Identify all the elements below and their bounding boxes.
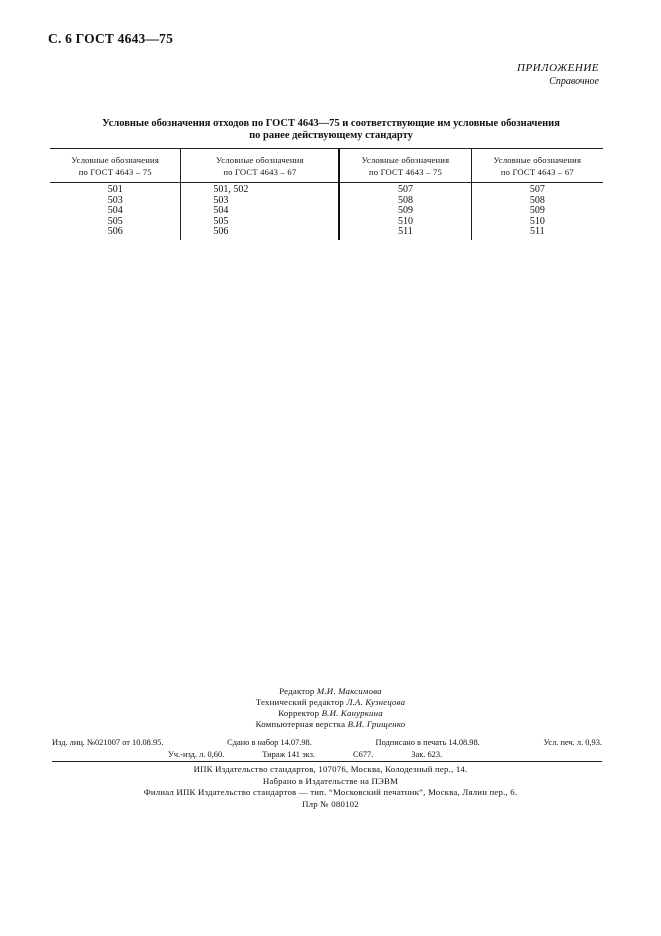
table-row	[50, 227, 603, 240]
credit-line: Технический редактор Л.А. Кузнецова	[255, 697, 406, 707]
table-cell: 501, 502	[181, 183, 339, 196]
table-cell: 504	[181, 206, 339, 217]
table-cell: 509	[471, 206, 603, 217]
table-row	[50, 206, 603, 217]
appendix-type: Справочное	[549, 76, 599, 87]
imprint-block	[52, 737, 602, 761]
table-cell: 506	[107, 226, 123, 237]
table-cell: 511	[471, 227, 603, 240]
column-header: Условные обозначения по ГОСТ 4643 – 67	[471, 148, 603, 183]
column-header: Условные обозначения по ГОСТ 4643 – 67	[181, 148, 339, 183]
table-cell: 507	[471, 183, 603, 196]
table-row	[50, 217, 603, 228]
table-cell: 510	[339, 217, 471, 228]
table-title-line2: по ранее действующему стандарту	[249, 130, 413, 141]
table-title-line1: Условные обозначения отходов по ГОСТ 4643—75 и соответствующие им условные обозначения	[102, 118, 560, 129]
table-cell: 507	[339, 183, 471, 196]
credit-line: Редактор М.И. Максимова	[279, 686, 382, 696]
table-cell: 506	[181, 227, 339, 240]
imprint-row: Уч.-изд. л. 0,60. Тираж 141 экз. С677. Зак. 623.	[168, 750, 443, 759]
publisher-line: Филиал ИПК Издательство стандартов — тип. “Московский печатник”, Москва, Лялин пер., 6.	[143, 787, 518, 797]
codes-table	[50, 148, 603, 240]
appendix-label	[517, 62, 599, 87]
table-header-row	[50, 148, 603, 183]
table-cell: 504	[107, 205, 123, 216]
publisher-line: ИПК Издательство стандартов, 107076, Москва, Колодезный пер., 14.	[193, 764, 468, 774]
publisher-line: Набрано в Издательстве на ПЭВМ	[262, 775, 399, 786]
table-cell: 501	[107, 184, 123, 195]
imprint-row: Изд. лиц. №021007 от 10.08.95. Сдано в набор 14.07.98. Подписано в печать 14.08.98. Усл. печ. л. 0,93.	[52, 738, 602, 747]
table-cell: 505	[107, 215, 123, 227]
publisher-block	[0, 764, 661, 810]
page-header: С. 6 ГОСТ 4643—75	[48, 31, 174, 46]
table-cell: 511	[339, 227, 471, 240]
appendix-title: ПРИЛОЖЕНИЕ	[517, 62, 599, 74]
column-header: Условные обозначения по ГОСТ 4643 – 75	[339, 148, 471, 183]
table-cell: 509	[339, 206, 471, 217]
table-row	[50, 196, 603, 207]
table-cell: 505	[181, 217, 339, 228]
table-cell: 508	[339, 196, 471, 207]
table-title	[50, 118, 612, 142]
credit-line: Компьютерная верстка В.И. Грищенко	[255, 719, 406, 729]
credits-block	[0, 686, 661, 730]
table-cell: 510	[471, 217, 603, 228]
table-cell: 503	[107, 194, 123, 206]
credit-line: Корректор В.И. Кануркина	[278, 708, 383, 718]
table-cell: 503	[181, 196, 339, 207]
table-row	[50, 183, 603, 196]
table-cell: 508	[471, 196, 603, 207]
column-header: Условные обозначения по ГОСТ 4643 – 75	[50, 148, 181, 183]
publisher-line: Плр № 080102	[302, 798, 359, 809]
imprint-divider	[52, 761, 602, 762]
